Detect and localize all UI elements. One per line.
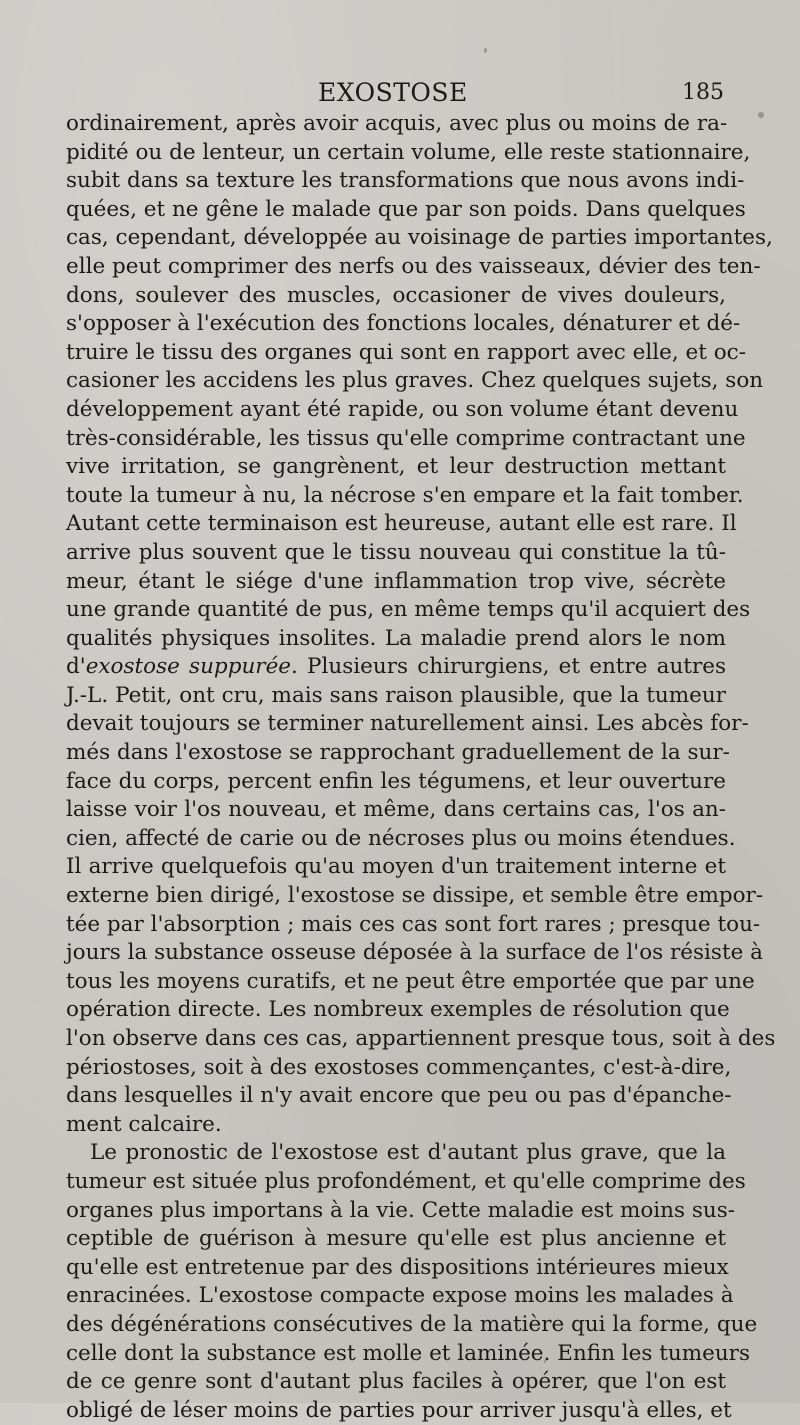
text-line: cas, cependant, développée au voisinage de parties importantes, [66,225,773,251]
text-line: face du corps, percent enfin les tégumens, et leur ouverture [66,768,726,794]
text-line: organes plus importans à la vie. Cette maladie est moins sus- [66,1197,736,1223]
body-text [66,110,776,1425]
text-line: ceptible de guérison à mesure qu'elle est plus ancienne et [66,1226,726,1252]
text-line: des dégénérations consécutives de la matière qui la forme, que [66,1311,758,1337]
text-line: celle dont la substance est molle et laminée. Enfin les tumeurs [66,1340,750,1366]
text-line: dons, soulever des muscles, occasioner de vives douleurs, [66,282,726,308]
text-line: tée par l'absorption ; mais ces cas sont fort rares ; presque tou- [66,911,761,937]
text-line: laisse voir l'os nouveau, et même, dans certains cas, l'os an- [66,797,726,823]
text-line: subit dans sa texture les transformations que nous avons indi- [66,168,745,194]
paragraph-end-line: ment calcaire. [66,1111,222,1137]
text-line: vive irritation, se gangrènent, et leur destruction mettant [66,454,726,480]
text-fragment: d' [66,654,86,680]
text-line: dans lesquelles il n'y avait encore que peu ou pas d'épanche- [66,1083,732,1109]
text-line: une grande quantité de pus, en même temps qu'il acquiert des [66,597,751,623]
paragraph-start-line: Le pronostic de l'exostose est d'autant plus grave, que la [90,1140,726,1166]
paper-speck [484,48,487,53]
text-line: s'opposer à l'exécution des fonctions locales, dénaturer et dé- [66,311,741,337]
text-line: l'on observe dans ces cas, appartiennent presque tous, soit à des [66,1026,776,1051]
text-line-with-italic [66,653,726,682]
text-line: tumeur est située plus profondément, et qu'elle comprime des [66,1168,746,1194]
text-line: de ce genre sont d'autant plus faciles à opérer, que l'on est [66,1369,726,1395]
italic-term: exostose suppurée [85,654,292,680]
text-line: ordinairement, après avoir acquis, avec plus ou moins de ra- [66,111,728,136]
text-fragment: . Plusieurs chirurgiens, et entre autres [291,654,726,680]
text-line: Autant cette terminaison est heureuse, autant elle est rare. Il [66,511,737,537]
paper-speck [758,112,764,118]
paper-speck [544,1360,546,1363]
running-title: EXOSTOSE [318,78,468,107]
text-line: externe bien dirigé, l'exostose se dissipe, et semble être empor- [66,883,764,909]
text-line: meur, étant le siége d'une inflammation trop vive, sécrète [66,568,726,594]
text-line: tous les moyens curatifs, et ne peut être emportée que par une [66,968,755,994]
text-line: obligé de léser moins de parties pour arriver jusqu'à elles, et [66,1397,732,1423]
text-line: cien, affecté de carie ou de nécroses plus ou moins étendues. [66,825,736,851]
text-line: més dans l'exostose se rapprochant graduellement de la sur- [66,740,730,766]
text-line: truire le tissu des organes qui sont en rapport avec elle, et oc- [66,339,746,365]
text-line: opération directe. Les nombreux exemples de résolution que [66,997,730,1023]
text-line: arrive plus souvent que le tissu nouveau qui constitue la tû- [66,539,726,565]
text-line: périostoses, soit à des exostoses commençantes, c'est-à-dire, [66,1054,732,1080]
text-line: enracinées. L'exostose compacte expose moins les malades à [66,1283,734,1309]
text-line: J.-L. Petit, ont cru, mais sans raison plausible, que la tumeur [66,682,726,708]
text-line: Il arrive quelquefois qu'au moyen d'un traitement interne et [66,854,726,880]
text-line: quées, et ne gêne le malade que par son poids. Dans quelques [66,196,746,222]
text-line: très-considérable, les tissus qu'elle comprime contractant une [66,425,746,451]
text-line: jours la substance osseuse déposée à la surface de l'os résiste à [66,940,763,966]
text-line: casioner les accidens les plus graves. Chez quelques sujets, son [66,368,764,394]
text-line: elle peut comprimer des nerfs ou des vaisseaux, dévier des ten- [66,253,761,279]
page-header [0,78,800,112]
text-line: devait toujours se terminer naturellement ainsi. Les abcès for- [66,711,749,737]
text-line: toute la tumeur à nu, la nécrose s'en empare et la fait tomber. [66,482,744,508]
text-line: pidité ou de lenteur, un certain volume, elle reste stationnaire, [66,139,751,165]
page-number: 185 [682,80,724,105]
text-line: qu'elle est entretenue par des dispositions intérieures mieux [66,1254,729,1280]
text-line: qualités physiques insolites. La maladie prend alors le nom [66,625,726,651]
text-line: développement ayant été rapide, ou son volume étant devenu [66,396,739,422]
